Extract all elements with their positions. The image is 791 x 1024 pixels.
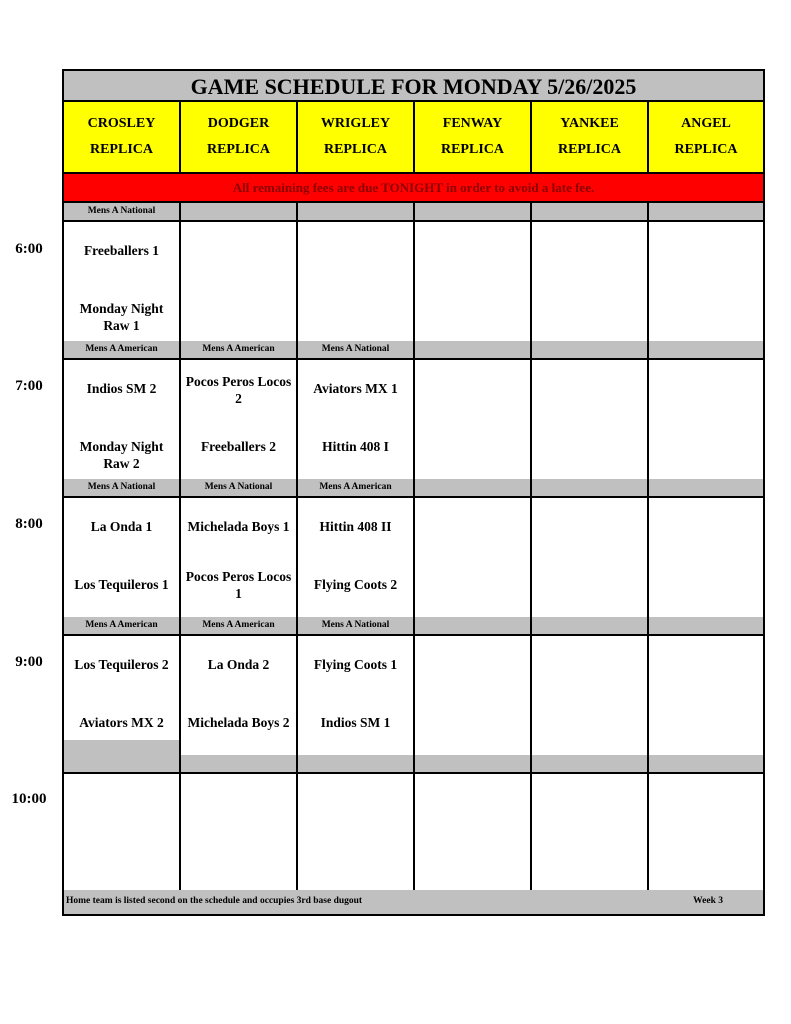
division-label <box>649 203 763 220</box>
game-row <box>64 498 763 619</box>
game-cell <box>649 222 763 341</box>
game-cell <box>181 774 298 893</box>
home-team: Monday Night Raw 1 <box>79 301 164 333</box>
division-row <box>64 341 763 360</box>
away-team: La Onda 1 <box>90 519 153 534</box>
game-cell <box>649 498 763 617</box>
division-label <box>415 479 532 496</box>
gray-shade <box>64 740 179 755</box>
away-team: Aviators MX 1 <box>313 381 398 396</box>
division-row <box>64 617 763 636</box>
field-name: YANKEE <box>560 116 619 131</box>
division-label: Mens A National <box>298 617 415 634</box>
division-label: Mens A National <box>64 203 181 220</box>
field-header-angel <box>649 102 763 174</box>
game-row <box>64 222 763 343</box>
game-cell <box>649 636 763 755</box>
field-header-fenway <box>415 102 532 174</box>
game-cell <box>64 360 181 479</box>
game-cell <box>415 222 532 341</box>
division-label <box>649 755 763 772</box>
division-label <box>532 755 649 772</box>
game-cell <box>64 498 181 617</box>
away-team: Pocos Peros Locos 2 <box>185 374 292 406</box>
game-cell <box>415 360 532 479</box>
home-team: Freeballers 2 <box>200 439 277 454</box>
game-cell <box>298 222 415 341</box>
field-name: ANGEL <box>681 116 731 131</box>
game-row <box>64 636 763 757</box>
home-team: Los Tequileros 1 <box>74 577 169 592</box>
footer-bar <box>64 890 763 914</box>
away-team: Michelada Boys 1 <box>187 519 290 534</box>
field-header-crosley <box>64 102 181 174</box>
game-cell <box>415 498 532 617</box>
division-label <box>532 479 649 496</box>
game-cell <box>532 774 649 893</box>
division-label <box>298 203 415 220</box>
game-cell <box>298 360 415 479</box>
away-team: Hittin 408 II <box>319 519 392 534</box>
division-label <box>298 755 415 772</box>
game-cell <box>64 636 181 755</box>
division-label <box>64 755 181 772</box>
game-cell <box>181 636 298 755</box>
schedule-table <box>62 69 765 916</box>
field-name: DODGER <box>207 116 270 131</box>
division-row <box>64 755 763 774</box>
division-label: Mens A American <box>64 341 181 358</box>
time-label-10: 10:00 <box>11 791 47 807</box>
field-sub: REPLICA <box>89 142 153 157</box>
schedule-title: GAME SCHEDULE FOR MONDAY 5/26/2025 <box>64 71 763 102</box>
division-label <box>649 341 763 358</box>
field-name: CROSLEY <box>87 116 156 131</box>
home-team: Aviators MX 2 <box>79 715 164 730</box>
time-label-6: 6:00 <box>15 241 43 257</box>
game-row <box>64 774 763 895</box>
game-cell <box>532 498 649 617</box>
away-team: Indios SM 2 <box>86 381 157 396</box>
division-label: Mens A American <box>181 617 298 634</box>
field-sub: REPLICA <box>206 142 270 157</box>
away-team: Freeballers 1 <box>83 243 160 258</box>
game-cell <box>298 636 415 755</box>
game-cell <box>298 498 415 617</box>
field-name: FENWAY <box>442 116 503 131</box>
division-label <box>415 203 532 220</box>
game-cell <box>532 222 649 341</box>
division-row <box>64 479 763 498</box>
time-label-9: 9:00 <box>15 654 43 670</box>
field-name: WRIGLEY <box>320 116 391 131</box>
field-header-row <box>64 102 763 174</box>
game-cell <box>64 222 181 341</box>
division-label <box>181 755 298 772</box>
game-row <box>64 360 763 481</box>
division-label <box>415 341 532 358</box>
division-label <box>532 203 649 220</box>
division-label: Mens A American <box>181 341 298 358</box>
game-cell <box>64 774 181 893</box>
away-team: Los Tequileros 2 <box>74 657 169 672</box>
home-team: Hittin 408 I <box>322 439 389 454</box>
fee-notice: All remaining fees are due TONIGHT in order to avoid a late fee. <box>64 174 763 203</box>
division-label <box>649 617 763 634</box>
game-cell <box>415 636 532 755</box>
week-label: Week 3 <box>693 896 723 906</box>
division-label: Mens A American <box>298 479 415 496</box>
field-header-dodger <box>181 102 298 174</box>
field-sub: REPLICA <box>557 142 621 157</box>
division-label: Mens A American <box>64 617 181 634</box>
field-sub: REPLICA <box>440 142 504 157</box>
game-cell <box>532 636 649 755</box>
home-team: Indios SM 1 <box>320 715 391 730</box>
game-cell <box>415 774 532 893</box>
field-sub: REPLICA <box>674 142 738 157</box>
home-team: Michelada Boys 2 <box>187 715 290 730</box>
division-label <box>649 479 763 496</box>
game-cell <box>649 774 763 893</box>
field-header-wrigley <box>298 102 415 174</box>
away-team: Flying Coots 1 <box>313 657 398 672</box>
game-cell <box>532 360 649 479</box>
division-label <box>532 617 649 634</box>
division-label <box>415 755 532 772</box>
division-label <box>415 617 532 634</box>
game-cell <box>298 774 415 893</box>
division-label: Mens A National <box>181 479 298 496</box>
division-label <box>181 203 298 220</box>
division-label: Mens A National <box>298 341 415 358</box>
home-team-note: Home team is listed second on the schedule and occupies 3rd base dugout <box>66 896 363 906</box>
field-sub: REPLICA <box>323 142 387 157</box>
game-cell <box>181 360 298 479</box>
division-label: Mens A National <box>64 479 181 496</box>
home-team: Pocos Peros Locos 1 <box>185 569 292 601</box>
field-header-yankee <box>532 102 649 174</box>
time-label-8: 8:00 <box>15 516 43 532</box>
home-team: Monday Night Raw 2 <box>79 439 164 471</box>
division-row <box>64 203 763 222</box>
game-cell <box>181 498 298 617</box>
division-label <box>532 341 649 358</box>
away-team: La Onda 2 <box>207 657 270 672</box>
game-cell <box>649 360 763 479</box>
game-cell <box>181 222 298 341</box>
time-label-7: 7:00 <box>15 378 43 394</box>
home-team: Flying Coots 2 <box>313 577 398 592</box>
